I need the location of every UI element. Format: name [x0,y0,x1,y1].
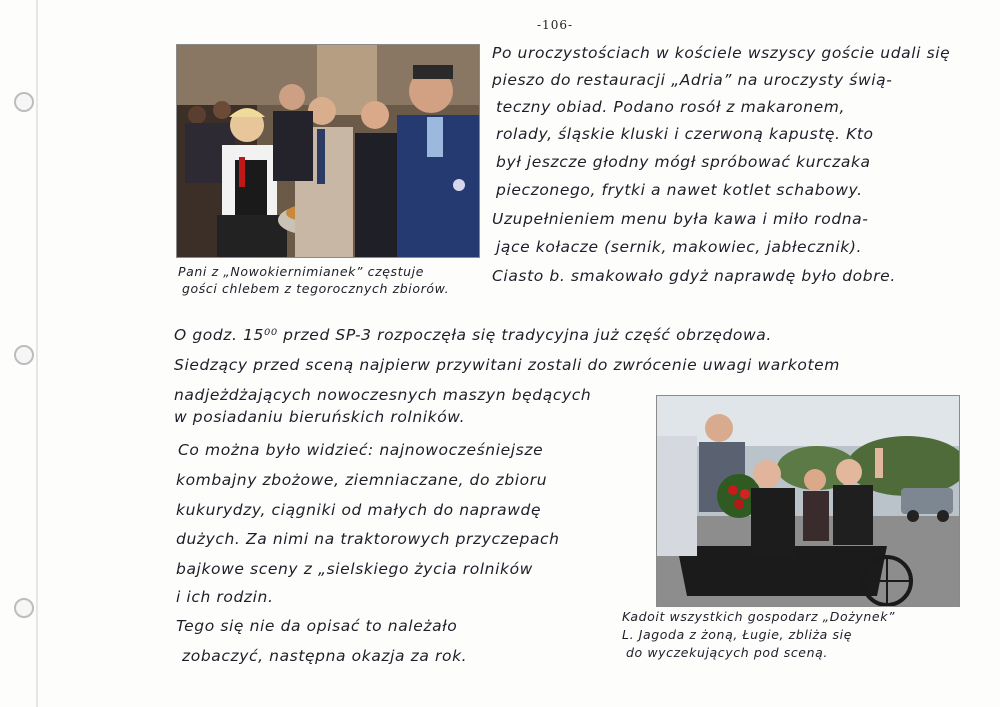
top-text-line: jące kołacze (sernik, makowiec, jabłecznik). [496,238,863,256]
page-number: -106- [537,18,574,32]
punch-hole [14,92,34,112]
photo-bread-offering [176,44,480,258]
middle-text-line: Siedzący przed sceną najpierw przywitani zostali do zwrócenie uwagi warkotem [174,356,841,374]
top-text-line: Po uroczystościach w kościele wszyscy goście udali się [492,44,951,62]
top-text-line: teczny obiad. Podano rosół z makaronem, [496,98,845,116]
lower-text-line: i ich rodzin. [176,588,274,606]
top-text-line: rolady, śląskie kluski i czerwoną kapustę. Kto [496,125,874,143]
top-text-line: pieszo do restauracji „Adria” na uroczysty świą- [492,71,893,89]
top-text-line: Ciasto b. smakowało gdyż naprawdę było dobre. [492,267,896,285]
lower-text-line: zobaczyć, następna okazja za rok. [182,647,468,665]
photo2-caption-line: L. Jagoda z żoną, Ługie, zbliża się [622,627,852,642]
top-text-line: Uzupełnieniem menu była kawa i miło rodna- [492,210,869,228]
middle-text-line: nadjeżdżających nowoczesnych maszyn będących [174,386,592,404]
photo2-caption-line: do wyczekujących pod sceną. [626,645,828,660]
middle-text-line: w posiadaniu bieruńskich rolników. [174,408,466,426]
top-text-line: pieczonego, frytki a nawet kotlet schabowy. [496,181,863,199]
punch-hole [14,598,34,618]
lower-text-line: bajkowe sceny z „sielskiego życia rolników [176,560,533,578]
photo1-caption-line: Pani z „Nowokiernimianek” częstuje [178,264,425,279]
top-text-line: był jeszcze głodny mógł spróbować kurczaka [496,153,871,171]
lower-text-line: Tego się nie da opisać to należało [176,617,458,635]
punch-hole [14,345,34,365]
photo-carriage [656,395,960,607]
lower-text-line: kombajny zbożowe, ziemniaczane, do zbioru [176,471,548,489]
lower-text-line: Co można było widzieć: najnowocześniejsze [178,441,544,459]
binding-margin-line [36,0,38,707]
photo1-caption-line: gości chlebem z tegorocznych zbiorów. [182,281,450,296]
lower-text-line: kukurydzy, ciągniki od małych do naprawdę [176,501,542,519]
photo2-caption-line: Kadoit wszystkich gospodarz „Dożynek” [622,609,896,624]
middle-text-line: O godz. 15⁰⁰ przed SP-3 rozpoczęła się tradycyjna już część obrzędowa. [174,326,772,344]
lower-text-line: dużych. Za nimi na traktorowych przyczepach [176,530,560,548]
